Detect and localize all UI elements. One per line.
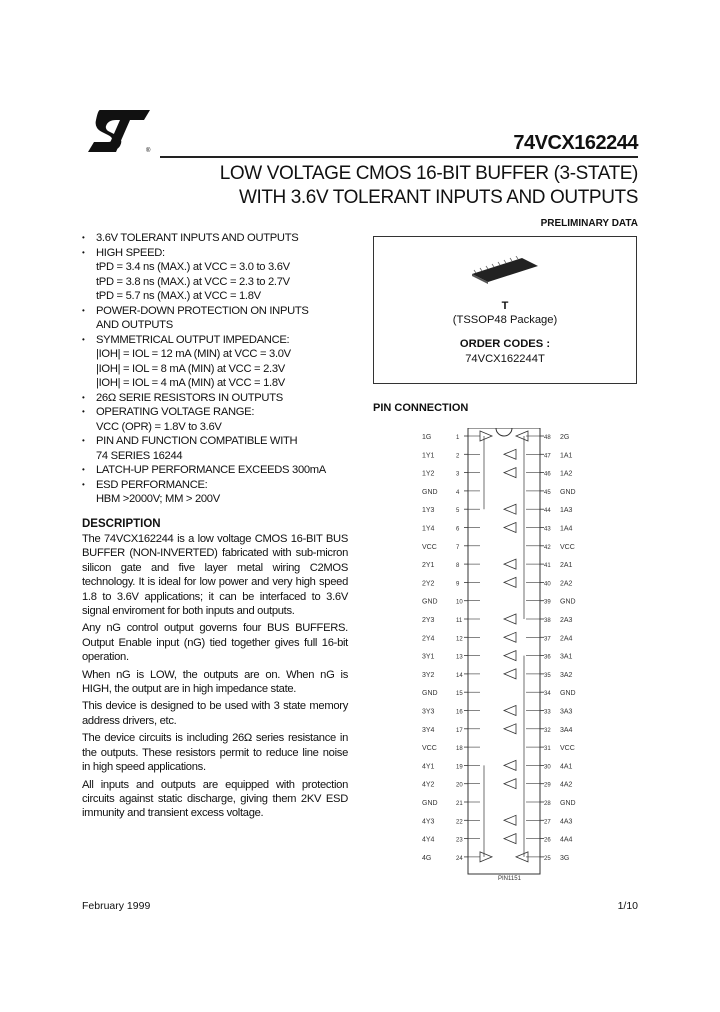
pin-number-left: 6 (456, 526, 460, 533)
pin-label-left: 3Y1 (422, 653, 435, 661)
pin-label-right: VCC (560, 543, 575, 551)
pin-number-right: 47 (544, 453, 551, 460)
pin-number-left: 5 (456, 508, 460, 515)
pin-label-left: 3Y2 (422, 671, 435, 679)
pin-label-left: 4Y1 (422, 763, 435, 771)
feature-item: VCC (OPR) = 1.8V to 3.6V (96, 420, 222, 433)
feature-item: • LATCH-UP PERFORMANCE EXCEEDS 300mA (82, 463, 360, 478)
pin-label-left: VCC (422, 745, 437, 753)
pin-number-right: 43 (544, 526, 551, 533)
pin-number-left: 2 (456, 453, 460, 460)
pin-label-left: 1G (422, 434, 432, 441)
pin-number-left: 1 (456, 435, 460, 441)
feature-item: |IOH| = IOL = 12 mA (MIN) at VCC = 3.0V (96, 348, 291, 360)
pin-label-left: 4Y3 (422, 818, 435, 826)
feature-item: • POWER-DOWN PROTECTION ON INPUTS (82, 304, 360, 319)
buffer-symbol (504, 651, 516, 661)
pin-label-right: 3A1 (560, 653, 573, 661)
pin-label-right: 4A4 (560, 836, 573, 844)
pin-label-right: GND (560, 598, 576, 606)
buffer-symbol (504, 504, 516, 514)
pin-label-left: VCC (422, 543, 437, 551)
pin-number-left: 24 (456, 855, 463, 862)
order-code: 74VCX162244T (465, 353, 545, 365)
pin-number-left: 11 (456, 618, 463, 624)
pin-number-left: 22 (456, 819, 463, 826)
pin-number-right: 37 (544, 636, 551, 643)
preliminary-label: PRELIMINARY DATA (540, 218, 638, 229)
feature-item: • OPERATING VOLTAGE RANGE: (82, 405, 360, 420)
pin-number-right: 41 (544, 563, 551, 570)
pin-label-right: GND (560, 690, 576, 698)
description-paragraph: All inputs and outputs are equipped with protection circuits against static discharge, giving them 2KV ESD immunity and transient excess voltage. (82, 778, 348, 820)
feature-item: tPD = 3.4 ns (MAX.) at VCC = 3.0 to 3.6V (96, 261, 290, 273)
feature-item: AND OUTPUTS (96, 319, 173, 331)
pin-number-left: 13 (456, 654, 463, 661)
pin-number-left: 17 (456, 727, 463, 734)
feature-item: • 26Ω SERIE RESISTORS IN OUTPUTS (82, 391, 360, 406)
header-rule (160, 156, 638, 158)
description-heading: DESCRIPTION (82, 518, 161, 530)
pin-label-right: 4A3 (560, 818, 573, 826)
pin-number-right: 44 (544, 508, 551, 515)
chip-notch (496, 428, 512, 436)
pin-label-left: 2Y3 (422, 617, 435, 624)
pin-number-right: 34 (544, 691, 551, 698)
pin-number-left: 15 (456, 691, 463, 698)
pin-label-left: 4G (422, 854, 432, 862)
buffer-symbol (504, 559, 516, 569)
title-line-2: WITH 3.6V TOLERANT INPUTS AND OUTPUTS (238, 187, 638, 208)
buffer-symbol (504, 779, 516, 789)
pin-label-left: GND (422, 690, 438, 698)
pin-number-left: 4 (456, 489, 460, 496)
buffer-symbol (504, 614, 516, 624)
pin-label-right: VCC (560, 745, 575, 753)
part-number: 74VCX162244 (513, 132, 638, 154)
pin-label-left: 3Y3 (422, 708, 435, 716)
pin-number-left: 7 (456, 544, 460, 551)
chip-body (468, 428, 540, 874)
pin-number-right: 36 (544, 654, 551, 661)
feature-item: • HIGH SPEED: (82, 246, 360, 261)
pin-number-left: 20 (456, 782, 463, 789)
pin-number-right: 32 (544, 727, 551, 734)
pin-connection-diagram (420, 428, 600, 882)
feature-item: tPD = 3.8 ns (MAX.) at VCC = 2.3 to 2.7V (96, 275, 290, 288)
pin-number-left: 14 (456, 672, 463, 679)
pin-label-right: 3G (560, 854, 570, 862)
pin-label-left: 2Y4 (422, 635, 435, 643)
pin-number-right: 39 (544, 599, 551, 606)
pin-label-left: 3Y4 (422, 726, 435, 734)
st-logo (86, 108, 152, 154)
enable-buffer-symbol (480, 852, 492, 862)
buffer-symbol (504, 834, 516, 844)
buffer-symbol (504, 523, 516, 533)
description-paragraph: When nG is LOW, the outputs are on. When nG is HIGH, the output are in high impedance state. (82, 668, 348, 696)
pin-number-left: 16 (456, 709, 463, 716)
pin-number-left: 21 (456, 801, 463, 807)
pin-number-left: 18 (456, 746, 463, 753)
footer-date: February 1999 (82, 900, 151, 912)
pin-number-right: 26 (544, 837, 551, 844)
pin-number-right: 35 (544, 672, 551, 679)
pin-label-right: 1A1 (560, 452, 573, 460)
pin-number-right: 27 (544, 819, 551, 826)
pin-label-right: 2A3 (560, 617, 573, 624)
buffer-symbol (504, 760, 516, 770)
pin-number-left: 8 (456, 563, 460, 570)
package-letter: T (501, 300, 509, 312)
feature-item: • ESD PERFORMANCE: (82, 478, 360, 493)
buffer-symbol (504, 706, 516, 716)
pin-label-left: GND (422, 800, 438, 807)
feature-item: |IOH| = IOL = 8 mA (MIN) at VCC = 2.3V (96, 362, 285, 375)
buffer-symbol (504, 632, 516, 642)
pin-label-left: 1Y1 (422, 452, 435, 460)
svg-text:®: ® (146, 148, 151, 154)
enable-buffer-symbol (480, 431, 492, 441)
feature-item: 74 SERIES 16244 (96, 449, 183, 462)
pin-number-right: 38 (544, 618, 551, 624)
buffer-symbol (504, 449, 516, 459)
pin-number-right: 40 (544, 581, 551, 588)
feature-item: • PIN AND FUNCTION COMPATIBLE WITH (82, 434, 360, 449)
pin-number-right: 28 (544, 801, 551, 807)
pin-number-right: 33 (544, 709, 551, 716)
pin-label-left: 2Y2 (422, 580, 435, 588)
pin-number-right: 45 (544, 489, 551, 496)
pin-number-right: 46 (544, 471, 551, 478)
order-codes-heading: ORDER CODES : (459, 338, 551, 350)
diagram-caption: PIN1151 (498, 876, 521, 882)
pin-label-right: GND (560, 488, 576, 496)
tssop48-chip-image (470, 256, 540, 284)
pin-number-right: 25 (544, 855, 551, 862)
pin-label-right: 2A4 (560, 635, 573, 643)
pin-connection-heading: PIN CONNECTION (373, 402, 469, 414)
pin-label-left: 4Y4 (422, 836, 435, 844)
pin-number-right: 48 (544, 435, 551, 441)
pin-label-left: 1Y3 (422, 507, 435, 515)
feature-item: • 3.6V TOLERANT INPUTS AND OUTPUTS (82, 231, 360, 246)
pin-number-right: 30 (544, 764, 551, 771)
pin-label-left: 1Y4 (422, 525, 435, 533)
pin-label-left: GND (422, 598, 438, 606)
pin-label-right: 1A3 (560, 507, 573, 515)
buffer-symbol (504, 577, 516, 587)
feature-item: |IOH| = IOL = 4 mA (MIN) at VCC = 1.8V (96, 377, 285, 389)
pin-label-right: 2A1 (560, 562, 573, 570)
pin-number-left: 23 (456, 837, 463, 844)
title-line-1: LOW VOLTAGE CMOS 16-BIT BUFFER (3-STATE) (219, 163, 638, 184)
description-paragraph: Any nG control output governs four BUS BUFFERS. Output Enable input (nG) tied together gives full 16-bit operation. (82, 622, 348, 664)
description-paragraph: This device is designed to be used with 3 state memory address drivers, etc. (82, 700, 348, 727)
pin-label-right: 2A2 (560, 580, 573, 588)
pin-number-left: 3 (456, 471, 460, 478)
pin-label-right: 3A2 (560, 671, 573, 679)
footer-page-number: 1/10 (617, 900, 638, 912)
buffer-symbol (504, 669, 516, 679)
pin-number-left: 10 (456, 599, 463, 606)
feature-item: HBM >2000V; MM > 200V (96, 493, 220, 505)
pin-label-left: 4Y2 (422, 781, 435, 789)
description-body (82, 532, 348, 824)
pin-label-left: 1Y2 (422, 470, 435, 478)
feature-item: • SYMMETRICAL OUTPUT IMPEDANCE: (82, 333, 360, 348)
pin-label-right: 1A2 (560, 470, 573, 478)
package-name: (TSSOP48 Package) (452, 314, 558, 326)
pin-number-left: 19 (456, 764, 463, 771)
buffer-symbol (504, 468, 516, 478)
pin-number-right: 42 (544, 544, 551, 551)
buffer-symbol (504, 815, 516, 825)
pin-label-right: 3A3 (560, 708, 573, 716)
pin-label-right: 2G (560, 434, 570, 441)
feature-item: tPD = 5.7 ns (MAX.) at VCC = 1.8V (96, 290, 261, 302)
pin-label-left: 2Y1 (422, 562, 435, 570)
buffer-symbol (504, 724, 516, 734)
pin-number-left: 9 (456, 581, 460, 588)
pin-label-right: 1A4 (560, 525, 573, 533)
pin-label-right: 4A1 (560, 763, 573, 771)
description-paragraph: The 74VCX162244 is a low voltage CMOS 16-BIT BUS BUFFER (NON-INVERTED) fabricated with sub-micron silicon gate and five layer metal wiring C2MOS technology. It is ideal for low power and very high speed 1.8 to 3.6V applications; it can be interfaced to 3.6V signal enviroment for both inputs and outputs. (82, 533, 348, 618)
feature-list (82, 231, 360, 507)
pin-label-left: GND (422, 488, 438, 496)
pin-label-right: 3A4 (560, 726, 573, 734)
pin-number-right: 31 (544, 746, 551, 753)
pin-number-left: 12 (456, 636, 463, 643)
pin-label-right: 4A2 (560, 781, 573, 789)
pin-label-right: GND (560, 800, 576, 807)
pin-number-right: 29 (544, 782, 551, 789)
description-paragraph: The device circuits is including 26Ω series resistance in the outputs. These resistors permit to reduce line noise in high speed applications. (82, 732, 348, 774)
